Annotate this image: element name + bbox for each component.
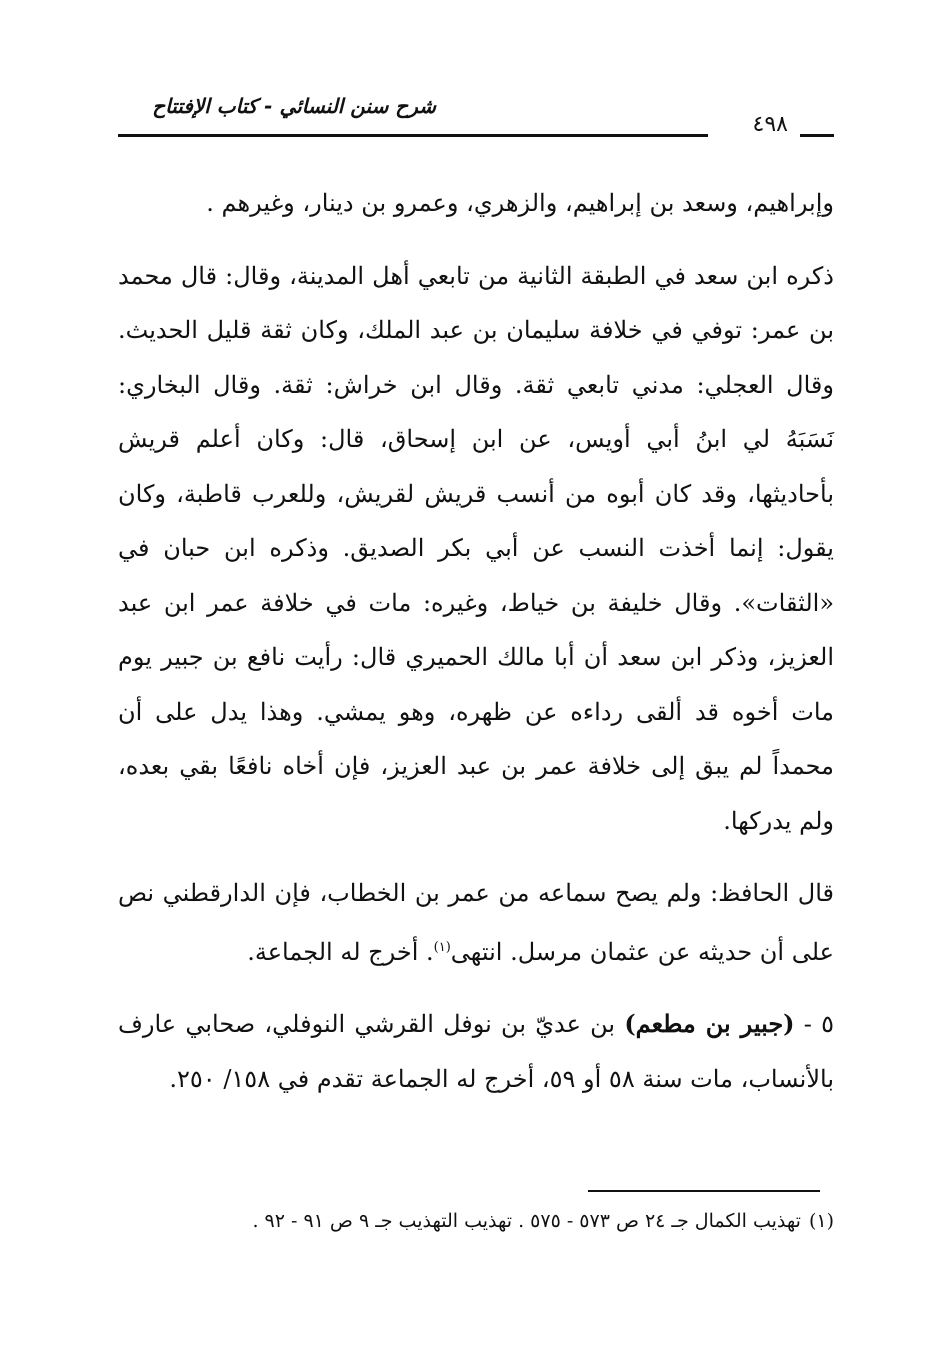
entry-name: (جبير بن مطعم)	[624, 1009, 795, 1038]
entry-text: بن عديّ بن نوفل القرشي النوفلي، صحابي عارف بالأنساب، مات سنة ٥٨ أو ٥٩، أخرج له الجماعة تقدم في ١٥٨/ ٢٥٠.	[118, 1010, 834, 1093]
paragraph-continuation: وإبراهيم، وسعد بن إبراهيم، والزهري، وعمرو بن دينار، وغيرهم .	[206, 189, 834, 217]
page-header	[118, 92, 834, 152]
paragraph-entry	[118, 997, 834, 1106]
header-rule-short	[800, 134, 834, 137]
footnote-reference: (١)	[433, 939, 451, 955]
paragraph-biography: ذكره ابن سعد في الطبقة الثانية من تابعي أهل المدينة، وقال: قال محمد بن عمر: توفي في خلافة سليمان بن عبد الملك، وكان ثقة قليل الحديث. وقال العجلي: مدني تابعي ثقة. وقال ابن خراش: ثقة. وقال البخاري: نَسَبَهُ لي ابنُ أبي أويس، عن ابن إسحاق، قال: وكان أعلم قريش بأحاديثها، وقد كان أبوه من أنسب قريش لقريش، وللعرب قاطبة، وكان يقول: إنما أخذت النسب عن أبي بكر الصديق. وذكره ابن حبان في «الثقات». وقال خليفة بن خياط، وغيره: مات في خلافة عمر ابن عبد العزيز، وذكر ابن سعد أن أبا مالك الحميري قال: رأيت نافع بن جبير يوم مات أخوه قد ألقى رداءه عن ظهره، وهو يمشي. وهذا يدل على أن محمداً لم يبق إلى خلافة عمر بن عبد العزيز، فإن أخاه نافعًا بقي بعده، ولم يدركها.	[118, 261, 834, 835]
footnote-rule	[588, 1190, 820, 1192]
running-title: شرح سنن النسائي - كتاب الإفتتاح	[152, 94, 436, 118]
footnote-text: تهذيب الكمال جـ ٢٤ ص ٥٧٣ - ٥٧٥ . تهذيب التهذيب جـ ٩ ص ٩١ - ٩٢ .	[252, 1210, 801, 1232]
main-text	[118, 176, 834, 1106]
paragraph-hafiz: قال الحافظ: ولم يصح سماعه من عمر بن الخطاب، فإن الدارقطني نص على أن حديثه عن عثمان مرسل. انتهى$^{(١)}$. أخرج له الجماعة.	[118, 879, 834, 966]
entry-number: ٥ -	[803, 1010, 834, 1038]
page-number: ٤٩٨	[752, 112, 788, 137]
footnote	[118, 1204, 834, 1238]
hafiz-text-end: أخرج له الجماعة.	[247, 937, 419, 966]
footnote-marker: (١)	[808, 1210, 834, 1232]
header-rule	[118, 134, 708, 137]
hafiz-text: قال الحافظ: ولم يصح سماعه من عمر بن الخطاب، فإن الدارقطني نص على أن حديثه عن عثمان مرسل. انتهى	[118, 879, 834, 966]
